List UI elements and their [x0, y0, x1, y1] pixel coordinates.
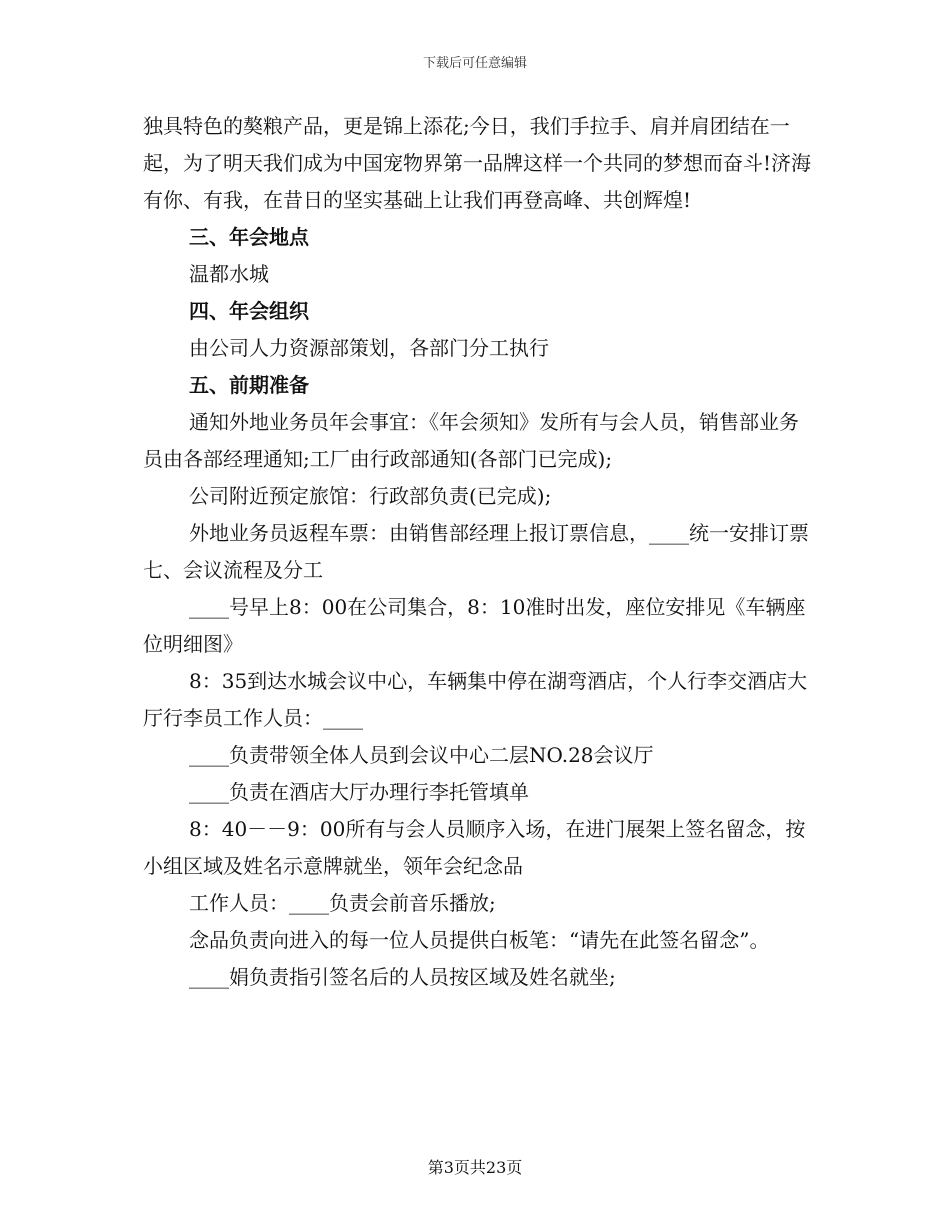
- paragraph: 通知外地业务员年会事宜：《年会须知》发所有与会人员，销售部业务员由各部经理通知;工厂由行政部通知(各部门已完成);: [143, 410, 799, 471]
- page-number: 第3页共23页: [427, 1158, 523, 1177]
- page-header: 下载后可任意编辑: [422, 56, 527, 71]
- paragraph: 由公司人力资源部策划，各部门分工执行: [189, 336, 549, 360]
- paragraph: 温都水城: [189, 262, 269, 286]
- paragraph: 独具特色的獒粮产品，更是锦上添花;今日，我们手拉手、肩并肩团结在一起，为了明天我们成为中国宠物界第一品牌这样一个共同的梦想而奋斗!济海有你、有我，在昔日的坚实基础上让我们再登高峰、共创辉煌!: [143, 114, 812, 212]
- paragraph: ____负责带领全体人员到会议中心二层NO.28会议厅: [189, 743, 654, 767]
- paragraph: ____娟负责指引签名后的人员按区域及姓名就坐;: [189, 965, 616, 989]
- section-heading: 三、年会地点: [189, 225, 309, 249]
- paragraph: ____负责在酒店大厅办理行李托管填单: [189, 780, 529, 804]
- paragraph: 8：40－－9：00所有与会人员顺序入场，在进门展架上签名留念，按小组区域及姓名示意牌就坐，领年会纪念品: [143, 817, 806, 878]
- section-heading: 四、年会组织: [189, 299, 309, 323]
- document-body: [143, 108, 813, 996]
- paragraph: 8：35到达水城会议中心，车辆集中停在湖弯酒店，个人行李交酒店大厅行李员工作人员：____: [143, 669, 808, 730]
- paragraph: 公司附近预定旅馆：行政部负责(已完成);: [189, 484, 552, 508]
- paragraph: 念品负责向进入的每一位人员提供白板笔：“请先在此签名留念”。: [189, 928, 770, 952]
- paragraph: 工作人员：____负责会前音乐播放;: [189, 891, 496, 915]
- section-heading: 五、前期准备: [189, 373, 309, 397]
- paragraph: ____号早上8：00在公司集合，8：10准时出发，座位安排见《车辆座位明细图》: [143, 595, 806, 656]
- paragraph: 外地业务员返程车票：由销售部经理上报订票信息，____统一安排订票七、会议流程及分工: [143, 521, 809, 582]
